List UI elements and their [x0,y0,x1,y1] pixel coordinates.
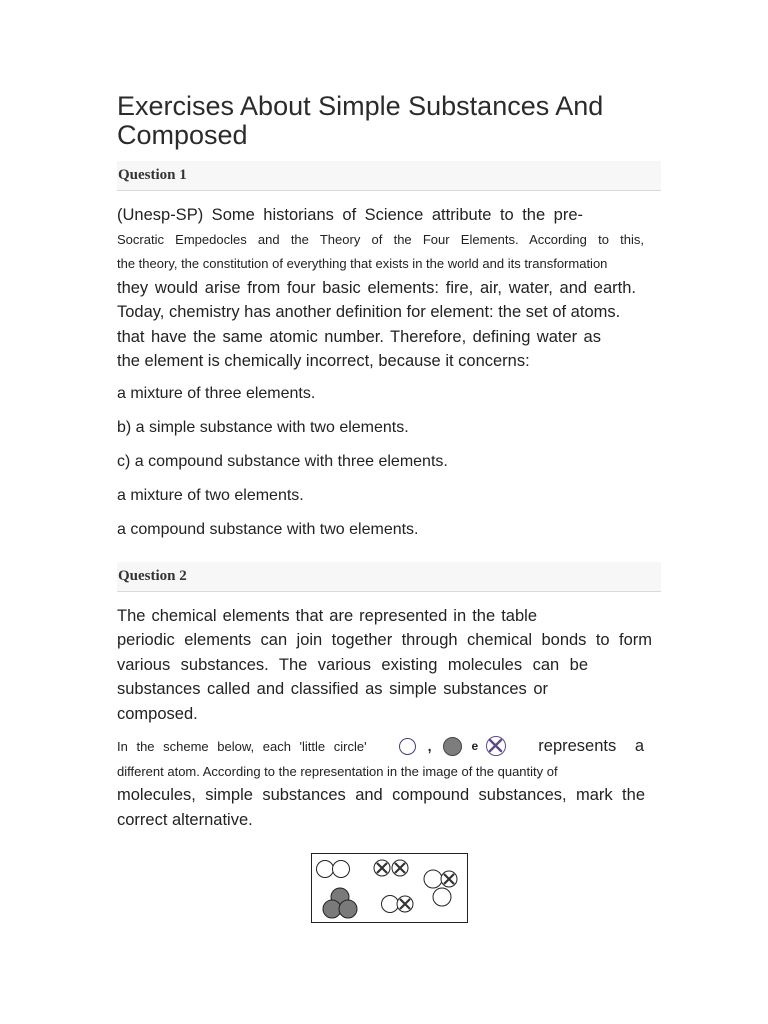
q1-line: that have the same atomic number. Therefore, defining water as [117,327,601,346]
single-white-atom [433,888,451,906]
option-b: b) a simple substance with two elements. [117,418,409,436]
molecule-white-white [317,861,350,878]
q2-line: correct alternative. [117,810,253,829]
option-c: c) a compound substance with three elements. [117,452,448,470]
x-atom-icon [486,736,506,756]
page-title: Exercises About Simple Substances And Composed [117,91,604,150]
q2-line: various substances. The various existing molecules can be [117,655,588,674]
question-2-body [117,604,661,833]
molecule-x-x [374,860,408,876]
option-a: a mixture of three elements. [117,384,316,402]
q1-line: the theory, the constitution of everything that exists in the world and its transformation [117,255,608,271]
option-d: a mixture of two elements. [117,486,304,504]
q2-line: different atom. According to the representation in the image of the quantity of [117,764,558,779]
gray-atom-icon [443,737,462,756]
molecule-gray-trio [323,888,357,918]
q2-line: composed. [117,704,198,723]
scheme-intro: In the scheme below, each 'little circle' [117,738,367,754]
q2-line: molecules, simple substances and compound substances, mark the [117,786,645,804]
scheme-legend-line [117,732,644,760]
question-1-heading: Question 1 [117,161,661,191]
scheme-figure [311,853,468,923]
q2-line: substances called and classified as simple substances or [117,680,548,698]
comma-separator: , [427,738,432,754]
q2-line: The chemical elements that are represented in the table [117,606,537,625]
question-1-options [117,384,661,540]
q1-line: they would arise from four basic elements: fire, air, water, and earth. [117,278,636,297]
molecule-white-x [424,870,457,888]
q1-line: the element is chemically incorrect, because it concerns: [117,352,530,370]
q1-line: Today, chemistry has another definition for element: the set of atoms. [117,303,621,321]
scheme-molecules [312,854,466,921]
e-separator: e [471,739,479,753]
question-1-body [117,203,661,374]
option-e: a compound substance with two elements. [117,520,419,538]
document [117,92,661,832]
molecule-white-x-lower [382,896,414,913]
q2-line: periodic elements can join together through chemical bonds to form [117,631,652,649]
represents-text: represents a [538,736,644,755]
q1-line: Socratic Empedocles and the Theory of the Four Elements. According to this, [117,231,644,247]
question-2-heading: Question 2 [117,562,661,592]
white-atom-icon [399,738,416,755]
q1-line: (Unesp-SP) Some historians of Science attribute to the pre- [117,206,583,224]
